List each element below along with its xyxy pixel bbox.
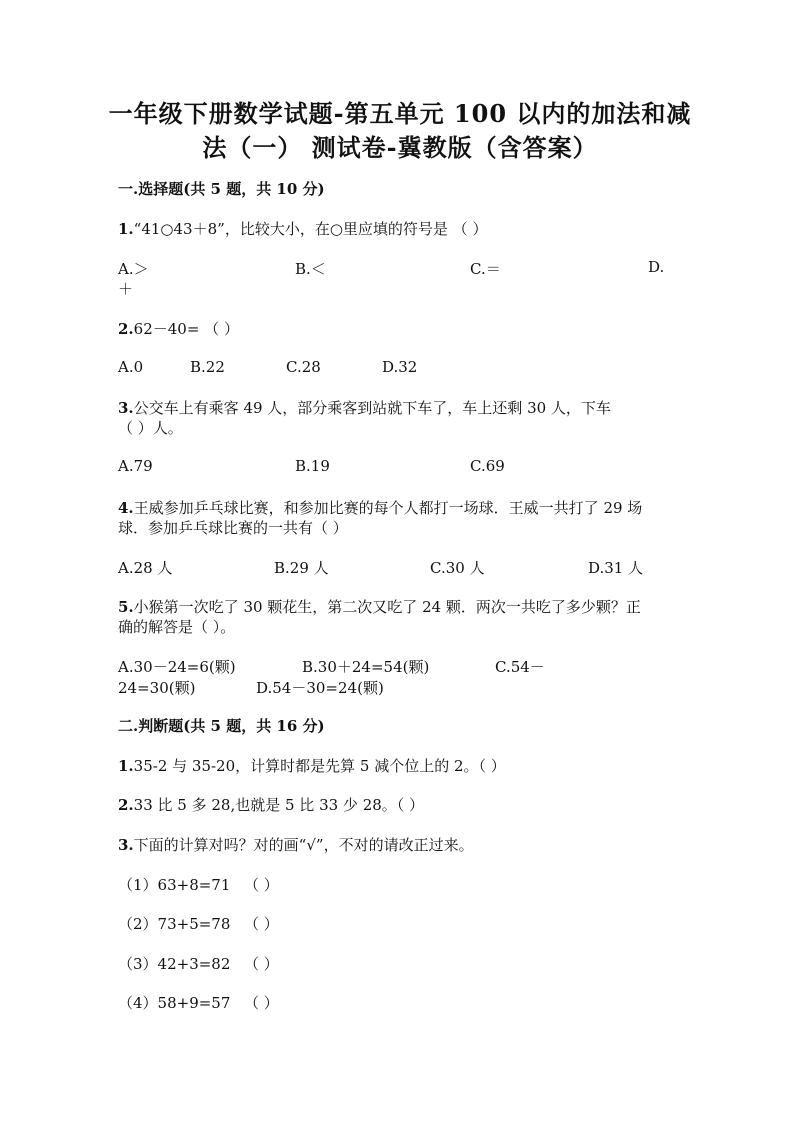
question-3-line2: （ ）人。: [118, 419, 183, 437]
q3-option-c: C.69: [470, 457, 505, 475]
q5-option-d: D.54－30=24(颗): [256, 679, 384, 697]
page-title-line2: 法（一） 测试卷-冀教版（含答案）: [202, 133, 598, 162]
question-1: [118, 218, 487, 239]
question-text: 62－40= （ ）: [133, 320, 239, 338]
section1-heading: 一.选择题(共 5 题，共 10 分): [118, 180, 325, 198]
q1-option-b: B.＜: [295, 260, 326, 278]
q2-option-d: D.32: [382, 358, 418, 376]
question-3: [118, 397, 611, 418]
q3-option-b: B.19: [295, 457, 330, 475]
q4-option-d: D.31 人: [588, 559, 644, 577]
judge-item-1-blank[interactable]: （ ）: [244, 876, 279, 894]
question-text-line1: 小猴第一次吃了 30 颗花生，第二次又吃了 24 颗．两次一共吃了多少颗？正: [133, 598, 641, 616]
section2-heading: 二.判断题(共 5 题，共 16 分): [118, 717, 325, 735]
q1-option-d-wrap: ＋: [118, 280, 134, 298]
judge-item-1-label: （1）63+8=71: [118, 876, 231, 894]
question-4-line2: 球．参加乒乓球比赛的一共有（ ）: [118, 519, 348, 537]
question-2: [118, 318, 239, 339]
judge-question-2: [118, 794, 424, 815]
q1-option-c: C.＝: [470, 260, 501, 278]
judge-item-2-blank[interactable]: （ ）: [244, 915, 279, 933]
q5-option-b: B.30＋24=54(颗): [302, 658, 430, 676]
question-number: 4.: [118, 499, 134, 517]
judge-question-1: [118, 755, 506, 776]
question-text: 35-2 与 35-20，计算时都是先算 5 减个位上的 2。（ ）: [133, 757, 506, 775]
question-4: [118, 497, 642, 518]
question-number: 3.: [118, 399, 134, 417]
q4-option-a: A.28 人: [118, 559, 173, 577]
question-text: “41○43＋8”，比较大小，在○里应填的符号是 （ ）: [133, 220, 488, 238]
q4-option-c: C.30 人: [430, 559, 485, 577]
judge-item-2-label: （2）73+5=78: [118, 915, 231, 933]
question-number: 3.: [118, 836, 134, 854]
judge-item-3-blank[interactable]: （ ）: [244, 955, 279, 973]
q5-option-c-wrap: 24=30(颗): [118, 679, 196, 697]
question-number: 1.: [118, 220, 134, 238]
q3-option-a: A.79: [118, 457, 153, 475]
question-number: 2.: [118, 796, 134, 814]
judge-question-3: [118, 834, 474, 855]
question-number: 5.: [118, 598, 134, 616]
question-text-line1: 王威参加乒乓球比赛，和参加比赛的每个人都打一场球．王威一共打了 29 场: [133, 499, 643, 517]
q1-option-d: D.: [648, 258, 665, 276]
question-text-line1: 公交车上有乘客 49 人，部分乘客到站就下车了，车上还剩 30 人，下车: [133, 399, 611, 417]
q4-option-b: B.29 人: [274, 559, 329, 577]
q5-option-c: C.54－: [495, 658, 545, 676]
q2-option-a: A.0: [118, 358, 144, 376]
q5-option-a: A.30－24=6(颗): [118, 658, 236, 676]
question-text: 33 比 5 多 28,也就是 5 比 33 少 28。（ ）: [133, 796, 425, 814]
question-5: [118, 596, 641, 617]
q2-option-b: B.22: [190, 358, 225, 376]
judge-item-4-blank[interactable]: （ ）: [244, 994, 279, 1012]
page-title-line1: 一年级下册数学试题-第五单元 100 以内的加法和减: [108, 99, 692, 128]
judge-item-3-label: （3）42+3=82: [118, 955, 231, 973]
question-number: 1.: [118, 757, 134, 775]
question-5-line2: 确的解答是（ ）。: [118, 618, 236, 636]
question-text: 下面的计算对吗？对的画“√”，不对的请改正过来。: [133, 836, 474, 854]
q2-option-c: C.28: [286, 358, 321, 376]
q1-option-a: A.＞: [118, 260, 149, 278]
judge-item-4-label: （4）58+9=57: [118, 994, 231, 1012]
question-number: 2.: [118, 320, 134, 338]
